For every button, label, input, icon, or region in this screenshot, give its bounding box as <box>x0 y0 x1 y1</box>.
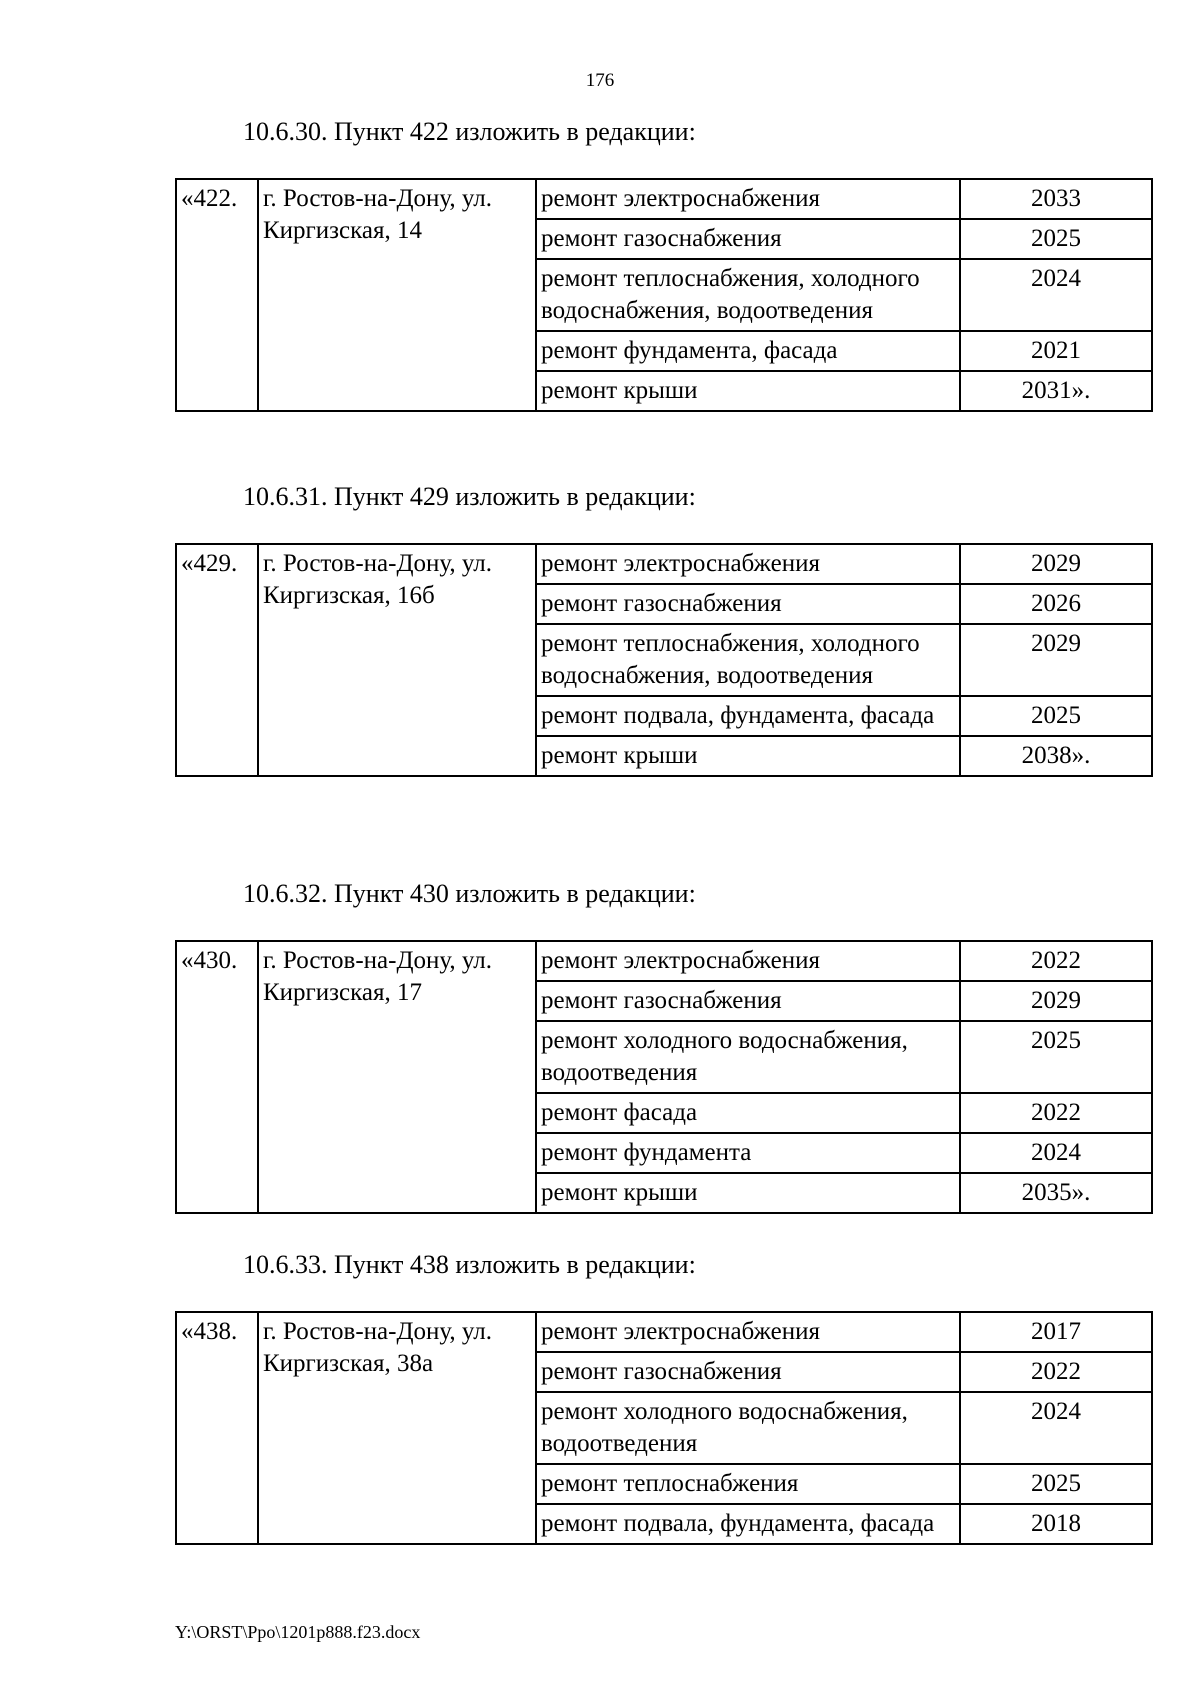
year-cell: 2026 <box>960 584 1152 624</box>
item-address: г. Ростов-на-Дону, ул. Киргизская, 16б <box>258 544 536 776</box>
work-cell: ремонт фасада <box>536 1093 960 1133</box>
section-heading-429: 10.6.31. Пункт 429 изложить в редакции: <box>243 482 696 511</box>
item-number: «429. <box>176 544 258 776</box>
table-row <box>176 179 1152 219</box>
table-row <box>176 1312 1152 1352</box>
work-cell: ремонт подвала, фундамента, фасада <box>536 1504 960 1544</box>
year-cell: 2022 <box>960 941 1152 981</box>
work-cell: ремонт газоснабжения <box>536 219 960 259</box>
work-cell: ремонт газоснабжения <box>536 1352 960 1392</box>
year-cell: 2024 <box>960 1133 1152 1173</box>
year-cell: 2025 <box>960 1464 1152 1504</box>
page-number: 176 <box>585 70 615 91</box>
year-cell: 2024 <box>960 259 1152 331</box>
footer-file-path: Y:\ORST\Ppo\1201p888.f23.docx <box>175 1622 421 1642</box>
year-cell: 2022 <box>960 1352 1152 1392</box>
table-row <box>176 544 1152 584</box>
year-cell: 2038». <box>960 736 1152 776</box>
work-cell: ремонт теплоснабжения <box>536 1464 960 1504</box>
item-table-429 <box>175 543 1153 777</box>
work-cell: ремонт фундамента, фасада <box>536 331 960 371</box>
item-number: «430. <box>176 941 258 1213</box>
year-cell: 2031». <box>960 371 1152 411</box>
section-heading-438: 10.6.33. Пункт 438 изложить в редакции: <box>243 1250 696 1279</box>
year-cell: 2029 <box>960 981 1152 1021</box>
year-cell: 2024 <box>960 1392 1152 1464</box>
work-cell: ремонт фундамента <box>536 1133 960 1173</box>
work-cell: ремонт газоснабжения <box>536 981 960 1021</box>
year-cell: 2025 <box>960 219 1152 259</box>
work-cell: ремонт крыши <box>536 736 960 776</box>
year-cell: 2018 <box>960 1504 1152 1544</box>
item-number: «438. <box>176 1312 258 1544</box>
item-address: г. Ростов-на-Дону, ул. Киргизская, 17 <box>258 941 536 1213</box>
year-cell: 2035». <box>960 1173 1152 1213</box>
item-address: г. Ростов-на-Дону, ул. Киргизская, 14 <box>258 179 536 411</box>
work-cell: ремонт электроснабжения <box>536 544 960 584</box>
work-cell: ремонт холодного водоснабжения, водоотведения <box>536 1021 960 1093</box>
section-heading-430: 10.6.32. Пункт 430 изложить в редакции: <box>243 879 696 908</box>
work-cell: ремонт электроснабжения <box>536 1312 960 1352</box>
item-table-430 <box>175 940 1153 1214</box>
year-cell: 2033 <box>960 179 1152 219</box>
table-row <box>176 941 1152 981</box>
year-cell: 2021 <box>960 331 1152 371</box>
item-table-438 <box>175 1311 1153 1545</box>
item-address: г. Ростов-на-Дону, ул. Киргизская, 38а <box>258 1312 536 1544</box>
item-number: «422. <box>176 179 258 411</box>
work-cell: ремонт теплоснабжения, холодного водоснабжения, водоотведения <box>536 624 960 696</box>
work-cell: ремонт электроснабжения <box>536 179 960 219</box>
work-cell: ремонт электроснабжения <box>536 941 960 981</box>
year-cell: 2025 <box>960 696 1152 736</box>
year-cell: 2029 <box>960 544 1152 584</box>
work-cell: ремонт теплоснабжения, холодного водоснабжения, водоотведения <box>536 259 960 331</box>
year-cell: 2022 <box>960 1093 1152 1133</box>
year-cell: 2025 <box>960 1021 1152 1093</box>
work-cell: ремонт газоснабжения <box>536 584 960 624</box>
item-table-422 <box>175 178 1153 412</box>
year-cell: 2029 <box>960 624 1152 696</box>
section-heading-422: 10.6.30. Пункт 422 изложить в редакции: <box>243 117 696 146</box>
work-cell: ремонт холодного водоснабжения, водоотведения <box>536 1392 960 1464</box>
work-cell: ремонт подвала, фундамента, фасада <box>536 696 960 736</box>
work-cell: ремонт крыши <box>536 371 960 411</box>
year-cell: 2017 <box>960 1312 1152 1352</box>
work-cell: ремонт крыши <box>536 1173 960 1213</box>
